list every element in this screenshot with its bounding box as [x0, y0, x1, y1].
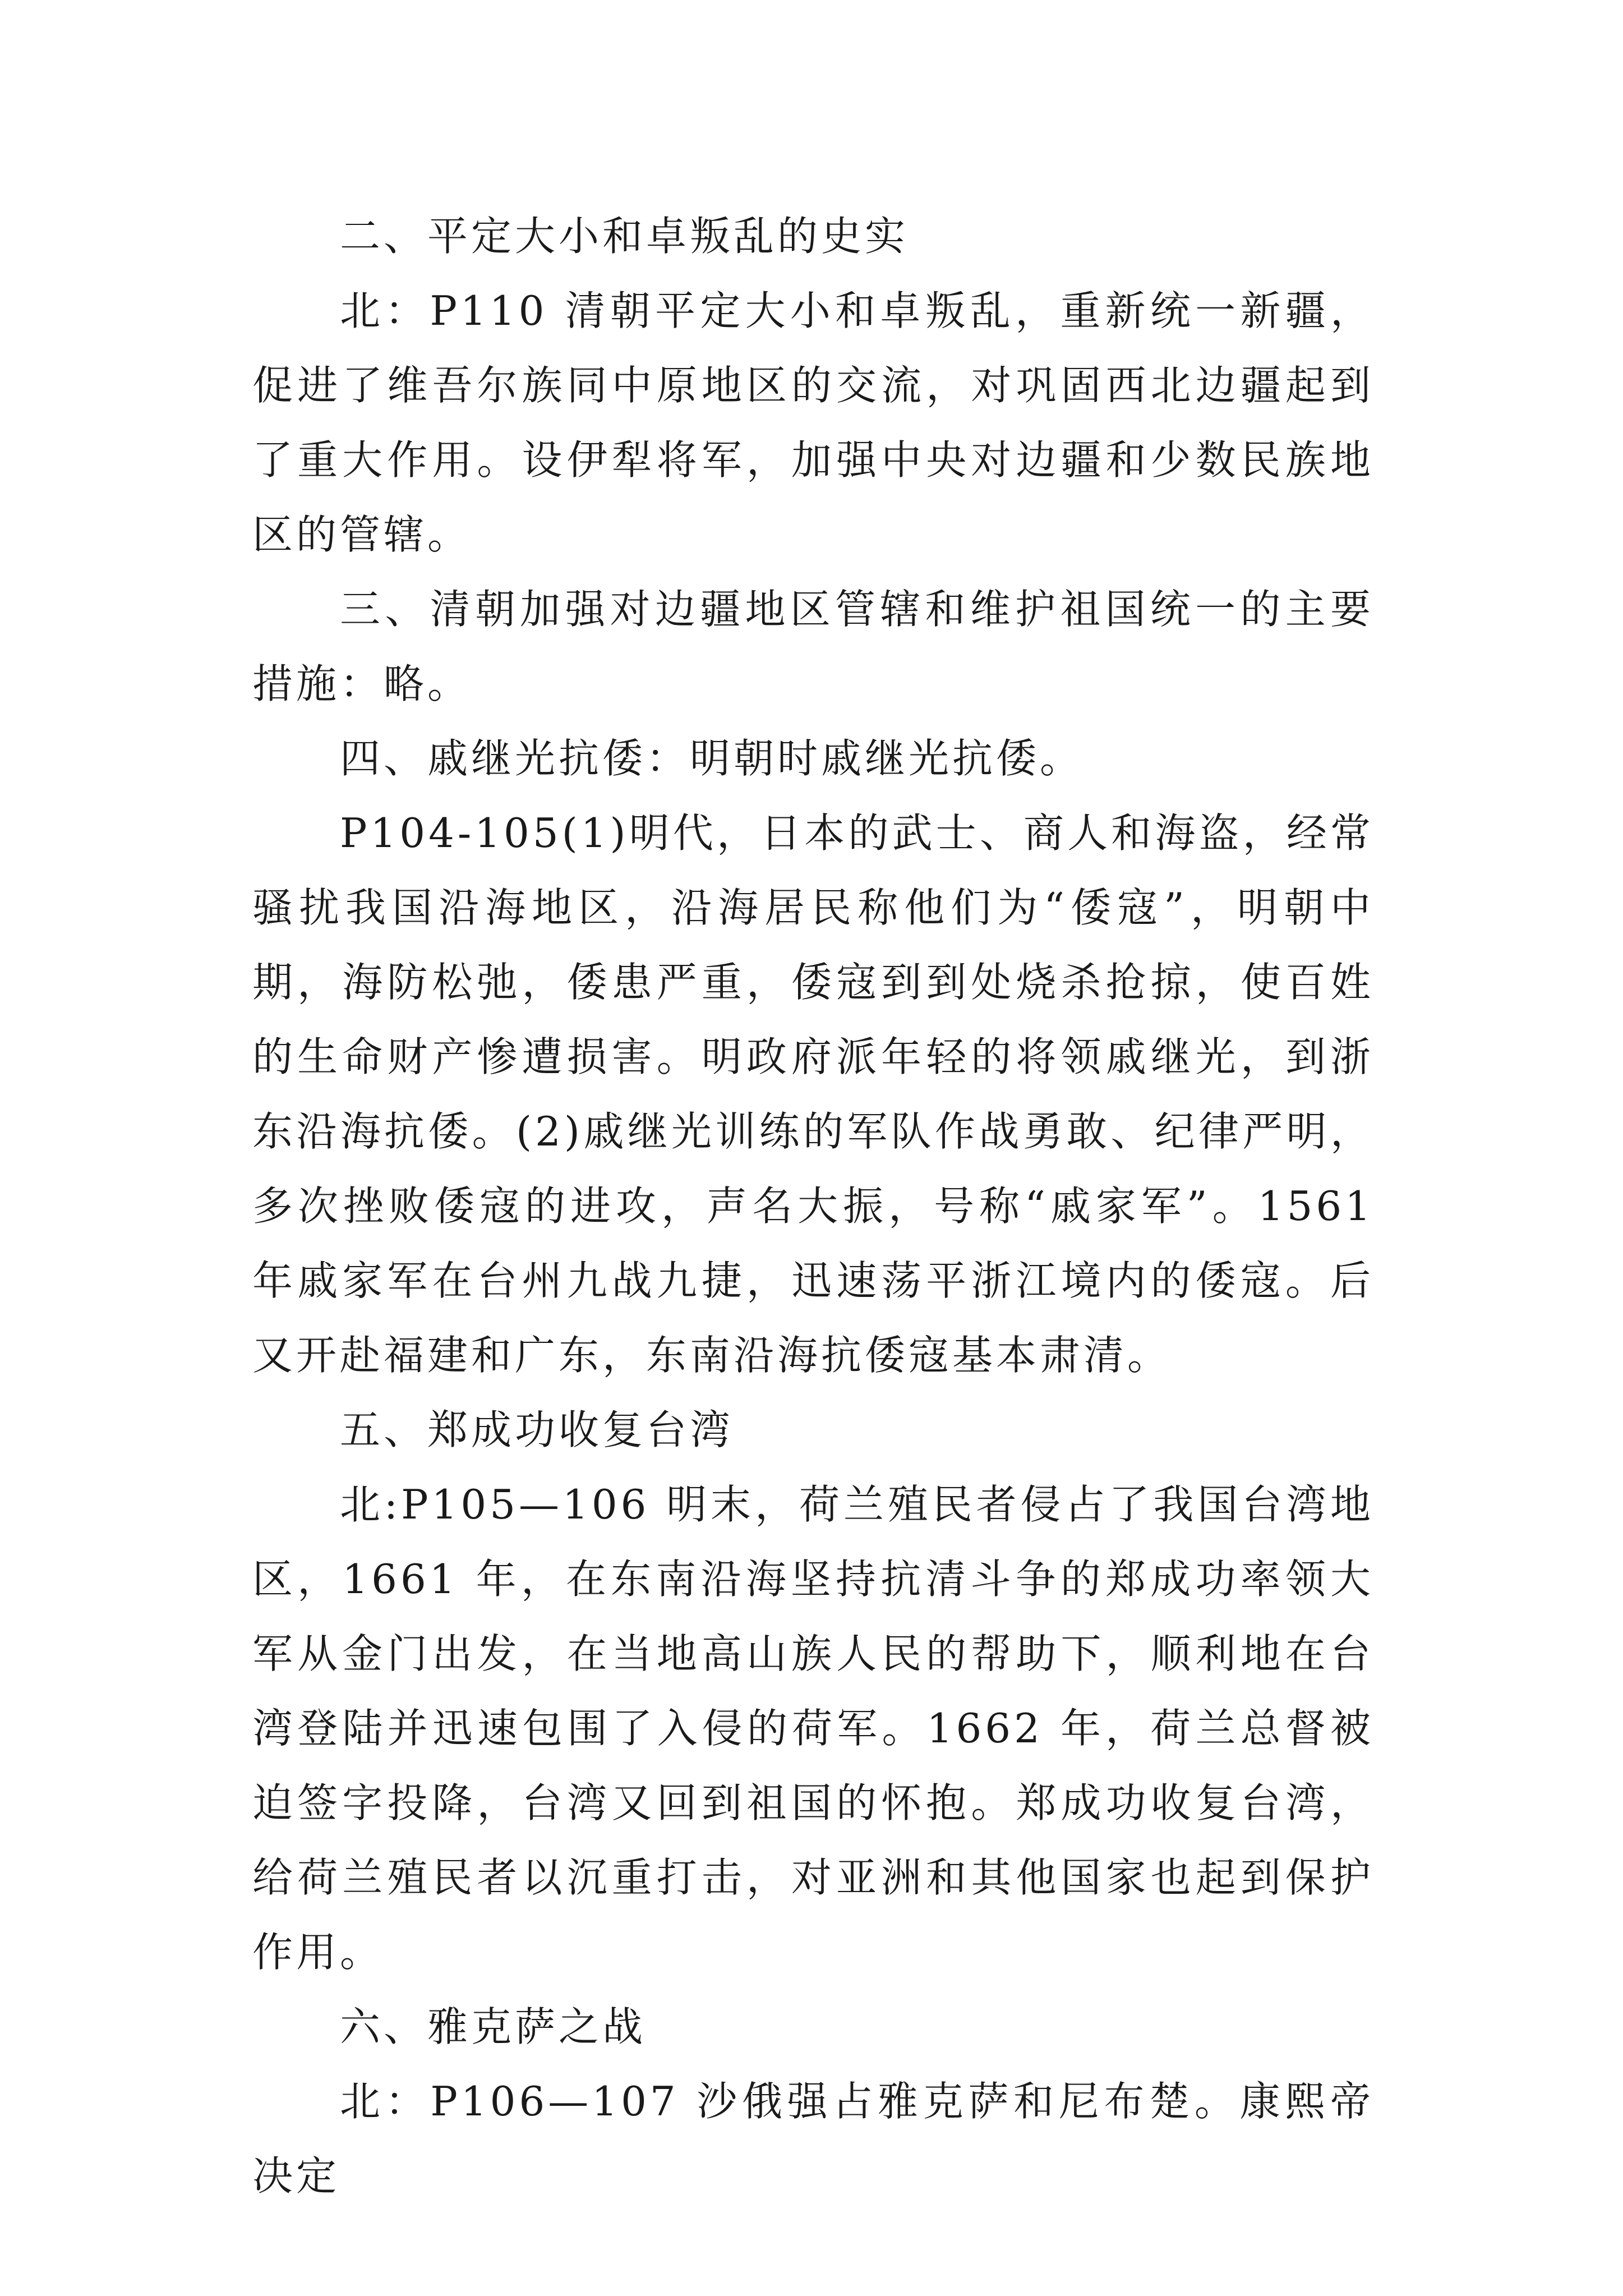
paragraph-anti-wokou: P104-105(1)明代，日本的武士、商人和海盗，经常骚扰我国沿海地区，沿海居民称他们为“倭寇”，明朝中期，海防松弛，倭患严重，倭寇到到处烧杀抢掠，使百姓的生命财产惨遭损害。明政府派年轻的将领戚继光，到浙东沿海抗倭。(2)戚继光训练的军队作战勇敢、纪律严明，多次挫败倭寇的进攻，声名大振，号称“戚家军”。1561 年戚家军在台州九战九捷，迅速荡平浙江境内的倭寇。后又开赴福建和广东，东南沿海抗倭寇基本肃清。: [252, 809, 1374, 1379]
section-heading-5: 五、郑成功收复台湾: [340, 1406, 734, 1453]
section-heading-3: 三、清朝加强对边疆地区管辖和维护祖国统一的主要措施：略。: [252, 586, 1374, 707]
document-body: [252, 199, 1374, 2214]
section-heading-6: 六、雅克萨之战: [340, 2003, 647, 2050]
section-heading-2: 二、平定大小和卓叛乱的史实: [340, 213, 909, 260]
paragraph-taiwan-recovery: 北:P105—106 明末，荷兰殖民者侵占了我国台湾地区，1661 年，在东南沿海坚持抗清斗争的郑成功率领大军从金门出发，在当地高山族人民的帮助下，顺利地在台湾登陆并迅速包围了入侵的荷军。1662 年，荷兰总督被迫签字投降，台湾又回到祖国的怀抱。郑成功收复台湾，给荷兰殖民者以沉重打击，对亚洲和其他国家也起到保护作用。: [252, 1481, 1374, 1976]
section-heading-4: 四、戚继光抗倭：明朝时戚继光抗倭。: [340, 735, 1084, 782]
paragraph-yaksa-battle: 北：P106—107 沙俄强占雅克萨和尼布楚。康熙帝决定: [252, 2078, 1374, 2200]
paragraph-khoja-rebellion: 北：P110 清朝平定大小和卓叛乱，重新统一新疆，促进了维吾尔族同中原地区的交流，对巩固西北边疆起到了重大作用。设伊犁将军，加强中央对边疆和少数民族地区的管辖。: [252, 287, 1374, 558]
